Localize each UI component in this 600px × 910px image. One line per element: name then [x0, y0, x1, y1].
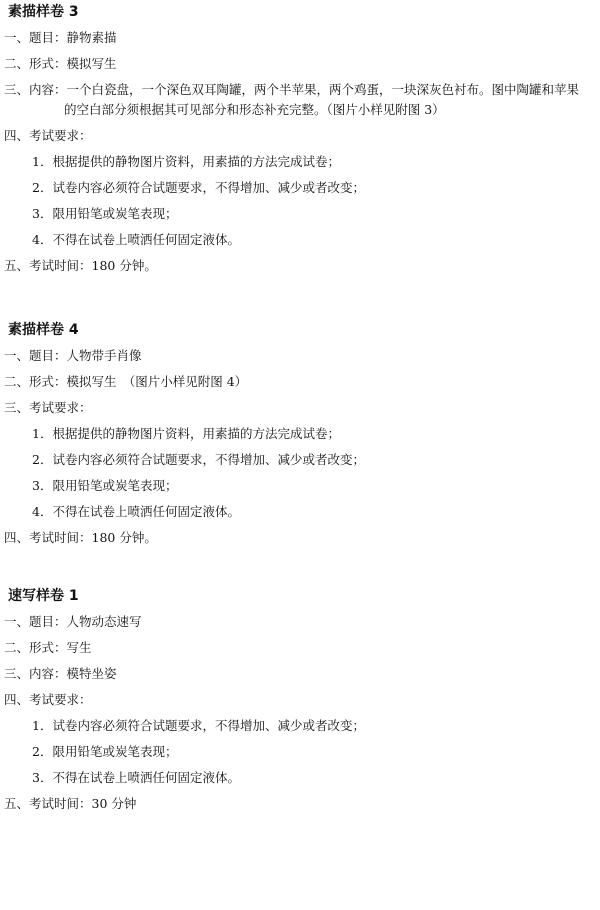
section-title: 素描样卷 4 — [8, 322, 79, 338]
topic-line: 一、题目：人物带手肖像 — [4, 348, 142, 363]
requirement-item: 2．试卷内容必须符合试题要求，不得增加、减少或者改变； — [32, 452, 365, 467]
requirements-heading: 四、考试要求： — [4, 692, 92, 707]
section-sketch-sample-3 — [0, 2, 600, 282]
requirement-item: 1．根据提供的静物图片资料，用素描的方法完成试卷； — [32, 154, 340, 169]
content-line: 三、内容：模特坐姿 — [4, 666, 117, 681]
content-paragraph — [0, 80, 579, 120]
requirements-heading: 四、考试要求： — [4, 128, 92, 143]
exam-time-line: 五、考试时间：30 分钟 — [4, 796, 137, 811]
requirement-item: 4．不得在试卷上喷洒任何固定液体。 — [32, 504, 240, 519]
section-title: 速写样卷 1 — [8, 588, 79, 604]
requirement-item: 1．试卷内容必须符合试题要求，不得增加、减少或者改变； — [32, 718, 365, 733]
section-quick-sketch-sample-1 — [0, 586, 600, 820]
topic-line: 一、题目：人物动态速写 — [4, 614, 142, 629]
requirement-item: 1．根据提供的静物图片资料，用素描的方法完成试卷； — [32, 426, 340, 441]
requirement-item: 4．不得在试卷上喷洒任何固定液体。 — [32, 232, 240, 247]
section-sketch-sample-4 — [0, 320, 600, 554]
format-line: 二、形式：写生 — [4, 640, 92, 655]
content-text: 三、内容：一个白瓷盘，一个深色双耳陶罐，两个半苹果，两个鸡蛋，一块深灰色衬布。图中陶罐和苹果的空白部分须根据其可见部分和形态补充完整。（图片小样见附图 3） — [4, 82, 580, 117]
requirement-item: 3．限用铅笔或炭笔表现； — [32, 478, 178, 493]
requirement-item: 2．试卷内容必须符合试题要求，不得增加、减少或者改变； — [32, 180, 365, 195]
exam-time-line: 四、考试时间：180 分钟。 — [4, 530, 157, 545]
format-line: 二、形式：模拟写生 — [4, 56, 117, 71]
format-line: 二、形式：模拟写生 （图片小样见附图 4） — [4, 374, 248, 389]
requirement-item: 3．限用铅笔或炭笔表现； — [32, 206, 178, 221]
requirement-item: 3．不得在试卷上喷洒任何固定液体。 — [32, 770, 240, 785]
section-title: 素描样卷 3 — [8, 4, 79, 20]
exam-time-line: 五、考试时间：180 分钟。 — [4, 258, 157, 273]
topic-line: 一、题目：静物素描 — [4, 30, 117, 45]
requirements-heading: 三、考试要求： — [4, 400, 92, 415]
requirement-item: 2．限用铅笔或炭笔表现； — [32, 744, 178, 759]
